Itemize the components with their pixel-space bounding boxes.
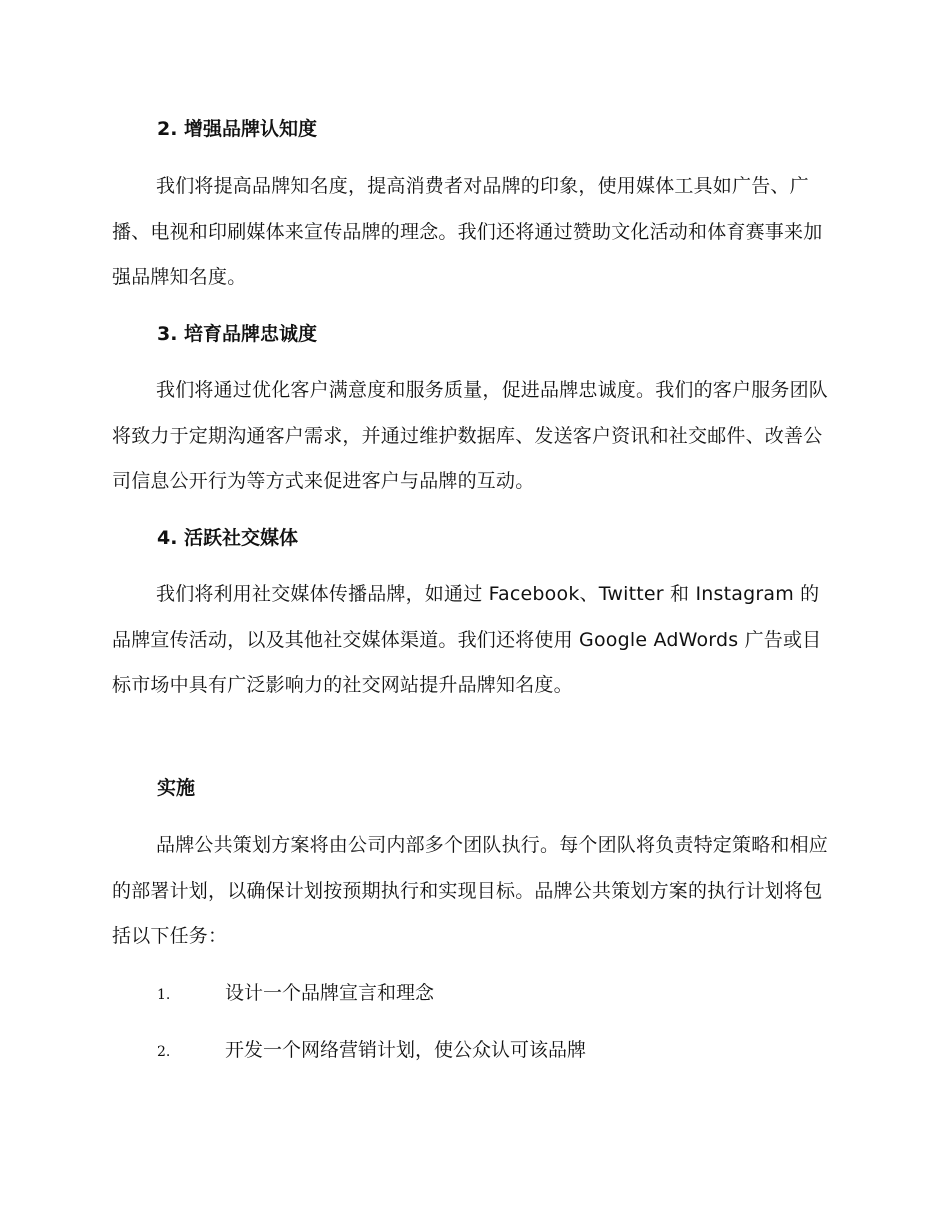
section-heading-social-media: 4. 活跃社交媒体 [157, 527, 299, 549]
section-paragraph-brand-loyalty: 我们将通过优化客户满意度和服务质量，促进品牌忠诚度。我们的客户服务团队将致力于定期沟通客户需求，并通过维护数据库、发送客户资讯和社交邮件、改善公司信息公开行为等方式来促进客户与品牌的互动。 [112, 379, 829, 492]
section-paragraph-implementation: 品牌公共策划方案将由公司内部多个团队执行。每个团队将负责特定策略和相应的部署计划，以确保计划按预期执行和实现目标。品牌公共策划方案的执行计划将包括以下任务： [112, 834, 829, 947]
section-heading-brand-awareness: 2. 增强品牌认知度 [157, 118, 318, 140]
list-item-text: 开发一个网络营销计划，使公众认可该品牌 [225, 1039, 587, 1061]
section-heading-implementation: 实施 [157, 777, 196, 799]
list-item [157, 978, 434, 1008]
section-paragraph-social-media: 我们将利用社交媒体传播品牌，如通过 Facebook、Twitter 和 Instagram 的品牌宣传活动，以及其他社交媒体渠道。我们还将使用 Google AdWords 广告或目标市场中具有广泛影响力的社交网站提升品牌知名度。 [112, 583, 822, 696]
section-paragraph-brand-awareness: 我们将提高品牌知名度，提高消费者对品牌的印象，使用媒体工具如广告、广播、电视和印刷媒体来宣传品牌的理念。我们还将通过赞助文化活动和体育赛事来加强品牌知名度。 [112, 175, 823, 288]
section-heading-brand-loyalty: 3. 培育品牌忠诚度 [157, 323, 318, 345]
list-item-number: 1. [157, 987, 171, 1003]
list-item-number: 2. [157, 1044, 171, 1060]
list-item-text: 设计一个品牌宣言和理念 [225, 982, 435, 1004]
list-item [157, 1035, 586, 1065]
